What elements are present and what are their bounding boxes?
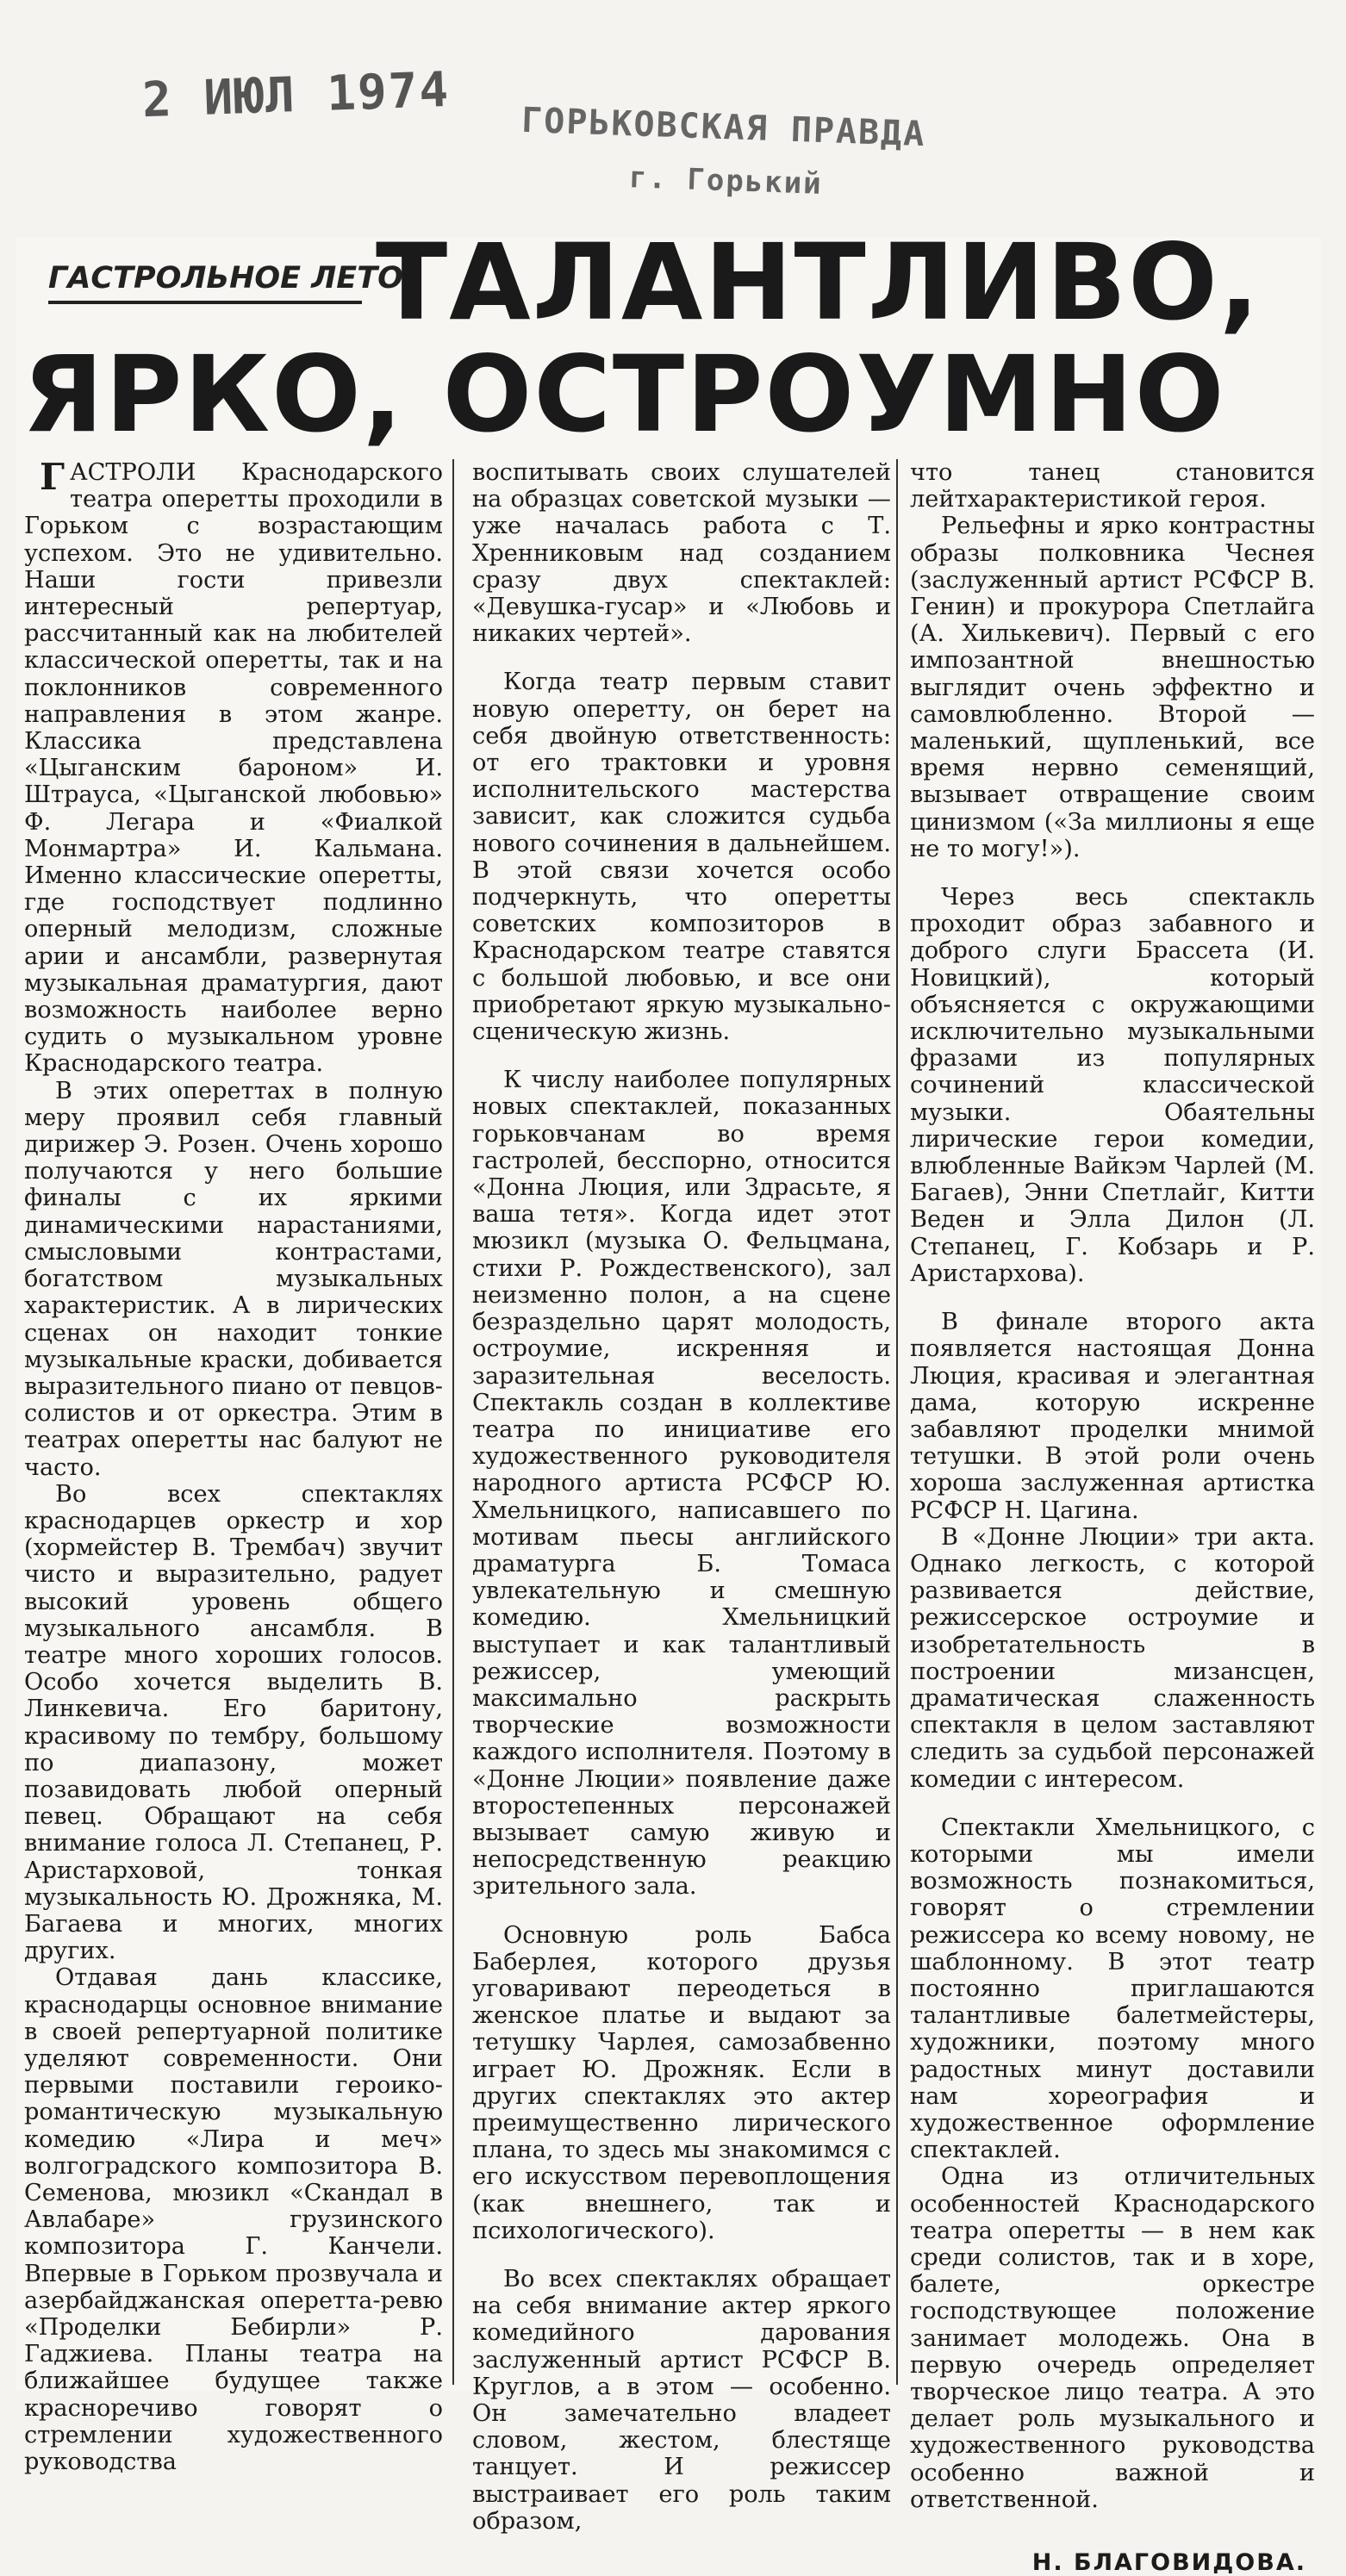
paragraph-text: АСТРОЛИ Краснодарского театра оперетты проходили в Горьком с возрастающим успехом. Это не удивительно. Наши гости привезли интересный репертуар, рассчитанный как на любителей классической оперетты, так и на поклонников современного направления в этом жанре. Классика представлена «Цыганским бароном» И. Штрауса, «Цыганской любовью» Ф. Легара и «Фиалкой Монмартра» И. Кальмана. Именно классические оперетты, где господствует подлинно оперный мелодизм, сложные арии и ансамбли, развернутая музыкальная драматургия, дают возможность наиболее верно судить о музыкальном уровне Краснодарского театра.: [24, 459, 443, 1078]
article-column-1: [24, 456, 443, 2476]
paragraph: В «Донне Люции» три акта. Однако легкость, с которой развивается действие, режиссерское остроумие и изобретательность в построении мизансцен, драматическая слаженность спектакля в целом заставляют следить за судьбой персонажей комедии с интересом.: [910, 1523, 1315, 1793]
paragraph: Во всех спектаклях обращает на себя внимание актер яркого комедийного дарования заслуженный артист РСФСР В. Круглов, а в этом — особенно. Он замечательно владеет словом, жестом, блестяще танцует. И режиссер выстраивает его роль таким образом,: [472, 2266, 891, 2535]
paragraph: [24, 456, 443, 1078]
drop-cap: Г: [40, 456, 65, 498]
column-divider: [896, 459, 898, 2385]
paragraph: Во всех спектаклях краснодарцев оркестр и хор (хормейстер В. Трембач) звучит чисто и выразительно, радует высокий уровень общего музыкального ансамбля. В театре много хороших голосов. Особо хочется выделить В. Линкевича. Его баритону, красивому по тембру, большому по диапазону, может позавидовать любой оперный певец. Обращают на себя внимание голоса Л. Степанец, Р. Аристарховой, тонкая музыкальность Ю. Дрожняка, М. Багаева и многих, многих других.: [24, 1480, 443, 1965]
paragraph: Рельефны и ярко контрастны образы полковника Чеснея (заслуженный артист РСФСР В. Генин) и прокурора Спетлайга (А. Хилькевич). Первый с его импозантной внешностью выглядит очень эффектно и самовлюбленно. Второй — маленький, щупленький, все время нервно семенящий, вызывает отвращение своим цинизмом («За миллионы я еще не то могу!»).: [910, 513, 1315, 862]
paragraph: Одна из отличительных особенностей Краснодарского театра оперетты — в нем как среди солистов, так и в хоре, балете, оркестре господствующее положение занимает молодежь. Она в первую очередь определяет творческое лицо театра. А это делает роль музыкального и художественного руководства особенно важной и ответственной.: [910, 2163, 1315, 2513]
date-stamp: 2 ИЮЛ 1974: [140, 61, 452, 129]
city-stamp: г. Горький: [628, 160, 824, 202]
newspaper-name-stamp: ГОРЬКОВСКАЯ ПРАВДА: [520, 100, 927, 155]
paragraph: Основную роль Бабса Баберлея, которого друзья уговаривают переодеться в женское платье и выдают за тетушку Чарлея, самозабвенно играет Ю. Дрожняк. Если в других спектаклях это актер преимущественно лирического плана, то здесь мы знакомимся с его искусством перевоплощения (как внешнего, так и психологического).: [472, 1921, 891, 2244]
paragraph: В этих опереттах в полную меру проявил себя главный дирижер Э. Розен. Очень хорошо получаются у него большие финалы с их яркими динамическими нарастаниями, смысловыми контрастами, богатством музыкальных характеристик. А в лирических сценах он находит тонкие музыкальные краски, добивается выразительного пиано от певцов-солистов и от оркестра. Этим в театрах оперетты нас балуют не часто.: [24, 1077, 443, 1481]
article-column-2: [472, 459, 891, 2535]
newspaper-clipping: [16, 221, 1321, 2576]
paragraph: воспитывать своих слушателей на образцах советской музыки — уже началась работа с Т. Хренниковым над созданием сразу двух спектаклей: «Девушка-гусар» и «Любовь и никаких чертей».: [472, 459, 891, 648]
paragraph: Спектакли Хмельницкого, с которыми мы имели возможность познакомиться, говорят о стремлении режиссера ко всему новому, не шаблонному. В этот театр постоянно приглашаются талантливые балетмейстеры, художники, поэтому много радостных минут доставили нам хореография и художественное оформление спектаклей.: [910, 1814, 1315, 2164]
paragraph: К числу наиболее популярных новых спектаклей, показанных горьковчанам во время гастролей, бесспорно, относится «Донна Люция, или Здрасьте, я ваша тетя». Когда идет этот мюзикл (музыка О. Фельцмана, стихи Р. Рождественского), зал неизменно полон, а на сцене безраздельно царят молодость, остроумие, искренняя и заразительная веселость. Спектакль создан в коллективе театра по инициативе его художественного руководителя народного артиста РСФСР Ю. Хмельницкого, написавшего по мотивам пьесы английского драматурга Б. Томаса увлекательную и смешную комедию. Хмельницкий выступает и как талантливый режиссер, умеющий максимально раскрыть творческие возможности каждого исполнителя. Поэтому в «Донне Люции» появление даже второстепенных персонажей вызывает самую живую и непосредственную реакцию зрительного зала.: [472, 1067, 891, 1901]
author-signature: Н. БЛАГОВИДОВА.: [1031, 2549, 1306, 2576]
rubric-label: ГАСТРОЛЬНОЕ ЛЕТО: [48, 261, 362, 304]
article-column-3: [910, 459, 1315, 2576]
headline-line-1: ТАЛАНТЛИВО,: [376, 221, 1262, 344]
paragraph: что танец становится лейтхарактеристикой героя.: [910, 459, 1315, 513]
paragraph: Когда театр первым ставит новую оперетту, он берет на себя двойную ответственность: от его трактовки и уровня исполнительского мастерства зависит, как сложится судьба нового сочинения в дальнейшем. В этой связи хочется особо подчеркнуть, что оперетты советских композиторов в Краснодарском театре ставятся с большой любовью, и все они приобретают яркую музыкально-сценическую жизнь.: [472, 669, 891, 1046]
paragraph: Отдавая дань классике, краснодарцы основное внимание в своей репертуарной политике уделяют современности. Они первыми поставили героико-романтическую музыкальную комедию «Лира и меч» волгоградского композитора В. Семенова, мюзикл «Скандал в Авлабаре» грузинского композитора Г. Канчели. Впервые в Горьком прозвучала и азербайджанская оперетта-ревю «Проделки Бебирли» Р. Гаджиева. Планы театра на ближайшее будущее также красноречиво говорят о стремлении художественного руководства: [24, 1964, 443, 2476]
paragraph: В финале второго акта появляется настоящая Донна Люция, красивая и элегантная дама, которую искренне забавляют проделки мнимой тетушки. В этой роли очень хороша заслуженная артистка РСФСР Н. Цагина.: [910, 1309, 1315, 1524]
column-divider: [452, 459, 454, 2385]
headline-line-2: ЯРКО, ОСТРОУМНО: [22, 333, 1226, 456]
paragraph: Через весь спектакль проходит образ забавного и доброго слуги Брассета (И. Новицкий), который объясняется с окружающими исключительно музыкальными фразами из популярных сочинений классической музыки. Обаятельны лирические герои комедии, влюбленные Вайкэм Чарлей (М. Багаев), Энни Спетлайг, Китти Веден и Элла Дилон (Л. Степанец, Г. Кобзарь и Р. Аристархова).: [910, 884, 1315, 1287]
